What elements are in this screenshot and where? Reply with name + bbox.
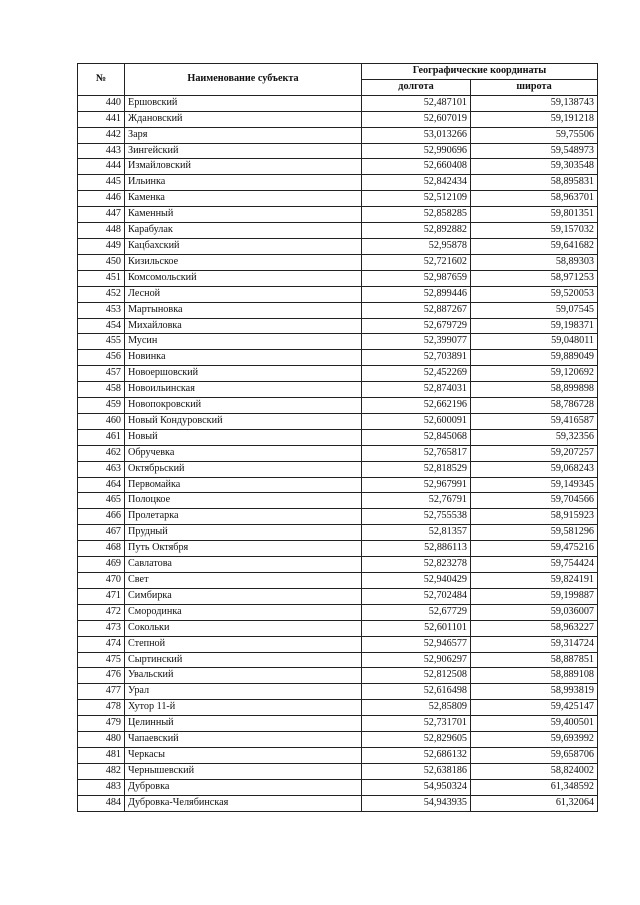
row-number: 477 [78, 684, 125, 700]
header-longitude: долгота [362, 79, 471, 95]
row-number: 476 [78, 668, 125, 684]
row-name: Заря [125, 127, 362, 143]
row-latitude: 61,32064 [471, 795, 598, 811]
row-longitude: 52,679729 [362, 318, 471, 334]
table-row [78, 573, 598, 589]
row-name: Новоершовский [125, 366, 362, 382]
table-row [78, 588, 598, 604]
row-number: 474 [78, 636, 125, 652]
row-longitude: 52,487101 [362, 95, 471, 111]
row-number: 483 [78, 779, 125, 795]
row-latitude: 59,824191 [471, 573, 598, 589]
row-number: 471 [78, 588, 125, 604]
row-number: 461 [78, 429, 125, 445]
row-latitude: 59,191218 [471, 111, 598, 127]
row-latitude: 59,704566 [471, 493, 598, 509]
row-latitude: 59,581296 [471, 525, 598, 541]
row-name: Кизильское [125, 254, 362, 270]
row-name: Савлатова [125, 557, 362, 573]
table-row [78, 509, 598, 525]
row-number: 470 [78, 573, 125, 589]
row-number: 451 [78, 270, 125, 286]
row-name: Мусин [125, 334, 362, 350]
row-name: Ильинка [125, 175, 362, 191]
table-row [78, 350, 598, 366]
row-name: Кацбахский [125, 238, 362, 254]
row-name: Чернышевский [125, 763, 362, 779]
row-latitude: 58,899898 [471, 382, 598, 398]
row-longitude: 52,967991 [362, 477, 471, 493]
row-latitude: 58,89303 [471, 254, 598, 270]
row-number: 463 [78, 461, 125, 477]
row-number: 456 [78, 350, 125, 366]
row-latitude: 58,915923 [471, 509, 598, 525]
row-latitude: 59,120692 [471, 366, 598, 382]
row-longitude: 52,946577 [362, 636, 471, 652]
table-row [78, 636, 598, 652]
table-row [78, 604, 598, 620]
row-name: Полоцкое [125, 493, 362, 509]
row-longitude: 52,987659 [362, 270, 471, 286]
row-longitude: 52,906297 [362, 652, 471, 668]
table-row [78, 270, 598, 286]
row-number: 450 [78, 254, 125, 270]
table-row [78, 191, 598, 207]
row-longitude: 52,721602 [362, 254, 471, 270]
row-longitude: 52,660408 [362, 159, 471, 175]
header-coordinates: Географические координаты [362, 64, 598, 80]
row-latitude: 59,641682 [471, 238, 598, 254]
row-name: Комсомольский [125, 270, 362, 286]
header-number: № [78, 64, 125, 96]
row-name: Ершовский [125, 95, 362, 111]
row-number: 454 [78, 318, 125, 334]
row-number: 449 [78, 238, 125, 254]
row-latitude: 58,824002 [471, 763, 598, 779]
row-latitude: 59,048011 [471, 334, 598, 350]
row-latitude: 59,416587 [471, 413, 598, 429]
table-row [78, 238, 598, 254]
row-latitude: 58,889108 [471, 668, 598, 684]
row-latitude: 59,548973 [471, 143, 598, 159]
row-longitude: 52,892882 [362, 223, 471, 239]
row-longitude: 52,512109 [362, 191, 471, 207]
row-number: 457 [78, 366, 125, 382]
row-name: Дубровка-Челябинская [125, 795, 362, 811]
row-number: 445 [78, 175, 125, 191]
row-name: Степной [125, 636, 362, 652]
table-row [78, 525, 598, 541]
row-longitude: 52,845068 [362, 429, 471, 445]
row-longitude: 52,67729 [362, 604, 471, 620]
row-name: Новый Кондуровский [125, 413, 362, 429]
table-row [78, 334, 598, 350]
row-latitude: 59,07545 [471, 302, 598, 318]
row-number: 473 [78, 620, 125, 636]
row-longitude: 52,662196 [362, 398, 471, 414]
table-row [78, 286, 598, 302]
row-latitude: 59,75506 [471, 127, 598, 143]
table-row [78, 207, 598, 223]
row-name: Черкасы [125, 747, 362, 763]
row-latitude: 58,895831 [471, 175, 598, 191]
row-number: 478 [78, 700, 125, 716]
row-latitude: 59,658706 [471, 747, 598, 763]
table-row [78, 318, 598, 334]
row-name: Зингейский [125, 143, 362, 159]
row-name: Пролетарка [125, 509, 362, 525]
row-latitude: 59,157032 [471, 223, 598, 239]
row-latitude: 59,138743 [471, 95, 598, 111]
row-number: 446 [78, 191, 125, 207]
table-row [78, 668, 598, 684]
row-latitude: 59,149345 [471, 477, 598, 493]
table-row [78, 493, 598, 509]
header-name: Наименование субъекта [125, 64, 362, 96]
row-longitude: 52,812508 [362, 668, 471, 684]
table-row [78, 477, 598, 493]
row-name: Каменный [125, 207, 362, 223]
table-row [78, 302, 598, 318]
table-row [78, 366, 598, 382]
row-latitude: 59,754424 [471, 557, 598, 573]
row-number: 481 [78, 747, 125, 763]
row-longitude: 52,874031 [362, 382, 471, 398]
row-name: Ждановский [125, 111, 362, 127]
table-row [78, 684, 598, 700]
table-row [78, 175, 598, 191]
row-longitude: 52,81357 [362, 525, 471, 541]
row-latitude: 59,068243 [471, 461, 598, 477]
coordinates-table [77, 63, 598, 812]
row-latitude: 58,786728 [471, 398, 598, 414]
row-longitude: 52,686132 [362, 747, 471, 763]
row-latitude: 59,520053 [471, 286, 598, 302]
row-longitude: 54,950324 [362, 779, 471, 795]
row-latitude: 59,036007 [471, 604, 598, 620]
table-row [78, 732, 598, 748]
table-row [78, 159, 598, 175]
row-longitude: 52,95878 [362, 238, 471, 254]
row-number: 459 [78, 398, 125, 414]
table-row [78, 223, 598, 239]
row-number: 458 [78, 382, 125, 398]
row-name: Обручевка [125, 445, 362, 461]
table-row [78, 382, 598, 398]
row-name: Свет [125, 573, 362, 589]
row-longitude: 52,616498 [362, 684, 471, 700]
row-longitude: 52,887267 [362, 302, 471, 318]
row-longitude: 52,829605 [362, 732, 471, 748]
row-latitude: 59,314724 [471, 636, 598, 652]
row-longitude: 52,399077 [362, 334, 471, 350]
row-name: Каменка [125, 191, 362, 207]
table-row [78, 620, 598, 636]
row-latitude: 59,693992 [471, 732, 598, 748]
row-longitude: 52,886113 [362, 541, 471, 557]
row-number: 447 [78, 207, 125, 223]
row-latitude: 59,400501 [471, 716, 598, 732]
row-name: Увальский [125, 668, 362, 684]
row-number: 453 [78, 302, 125, 318]
table-row [78, 700, 598, 716]
row-number: 442 [78, 127, 125, 143]
table-row [78, 461, 598, 477]
table-row [78, 445, 598, 461]
row-number: 480 [78, 732, 125, 748]
row-number: 464 [78, 477, 125, 493]
row-name: Первомайка [125, 477, 362, 493]
row-number: 484 [78, 795, 125, 811]
row-longitude: 52,842434 [362, 175, 471, 191]
table-row [78, 557, 598, 573]
table-row [78, 111, 598, 127]
row-longitude: 52,85809 [362, 700, 471, 716]
row-number: 472 [78, 604, 125, 620]
table-row [78, 779, 598, 795]
row-name: Новый [125, 429, 362, 445]
table-row [78, 127, 598, 143]
row-name: Новинка [125, 350, 362, 366]
row-longitude: 52,600091 [362, 413, 471, 429]
row-longitude: 52,765817 [362, 445, 471, 461]
row-name: Октябрьский [125, 461, 362, 477]
row-latitude: 59,801351 [471, 207, 598, 223]
row-number: 455 [78, 334, 125, 350]
row-name: Чапаевский [125, 732, 362, 748]
row-number: 482 [78, 763, 125, 779]
table-row [78, 795, 598, 811]
row-longitude: 52,818529 [362, 461, 471, 477]
table-row [78, 429, 598, 445]
row-name: Сыртинский [125, 652, 362, 668]
row-name: Новопокровский [125, 398, 362, 414]
table-row [78, 413, 598, 429]
row-name: Смородинка [125, 604, 362, 620]
row-number: 467 [78, 525, 125, 541]
row-longitude: 52,940429 [362, 573, 471, 589]
row-latitude: 59,889049 [471, 350, 598, 366]
row-longitude: 52,452269 [362, 366, 471, 382]
row-latitude: 58,963701 [471, 191, 598, 207]
row-number: 441 [78, 111, 125, 127]
header-row-top [78, 64, 598, 80]
table-row [78, 398, 598, 414]
table-row [78, 95, 598, 111]
row-name: Новоильинская [125, 382, 362, 398]
row-number: 448 [78, 223, 125, 239]
row-number: 462 [78, 445, 125, 461]
row-number: 469 [78, 557, 125, 573]
row-longitude: 54,943935 [362, 795, 471, 811]
table-row [78, 763, 598, 779]
row-name: Сокольки [125, 620, 362, 636]
row-longitude: 52,638186 [362, 763, 471, 779]
row-name: Путь Октября [125, 541, 362, 557]
row-name: Измайловский [125, 159, 362, 175]
row-number: 460 [78, 413, 125, 429]
table-row [78, 143, 598, 159]
row-number: 444 [78, 159, 125, 175]
row-name: Целинный [125, 716, 362, 732]
table-row [78, 747, 598, 763]
row-longitude: 52,755538 [362, 509, 471, 525]
row-number: 443 [78, 143, 125, 159]
row-name: Карабулак [125, 223, 362, 239]
row-name: Урал [125, 684, 362, 700]
row-latitude: 59,425147 [471, 700, 598, 716]
row-number: 452 [78, 286, 125, 302]
row-number: 466 [78, 509, 125, 525]
row-latitude: 58,887851 [471, 652, 598, 668]
row-number: 465 [78, 493, 125, 509]
row-number: 475 [78, 652, 125, 668]
table-row [78, 254, 598, 270]
row-name: Симбирка [125, 588, 362, 604]
row-name: Прудный [125, 525, 362, 541]
row-latitude: 61,348592 [471, 779, 598, 795]
row-latitude: 59,199887 [471, 588, 598, 604]
table-row [78, 652, 598, 668]
row-name: Лесной [125, 286, 362, 302]
row-latitude: 58,971253 [471, 270, 598, 286]
row-latitude: 59,32356 [471, 429, 598, 445]
row-longitude: 53,013266 [362, 127, 471, 143]
row-longitude: 52,990696 [362, 143, 471, 159]
row-latitude: 59,207257 [471, 445, 598, 461]
row-name: Михайловка [125, 318, 362, 334]
row-longitude: 52,823278 [362, 557, 471, 573]
row-longitude: 52,731701 [362, 716, 471, 732]
row-latitude: 59,475216 [471, 541, 598, 557]
row-longitude: 52,76791 [362, 493, 471, 509]
table-row [78, 541, 598, 557]
row-latitude: 59,303548 [471, 159, 598, 175]
row-latitude: 59,198371 [471, 318, 598, 334]
row-longitude: 52,702484 [362, 588, 471, 604]
row-number: 479 [78, 716, 125, 732]
row-latitude: 58,963227 [471, 620, 598, 636]
row-longitude: 52,703891 [362, 350, 471, 366]
table-row [78, 716, 598, 732]
row-number: 440 [78, 95, 125, 111]
row-name: Дубровка [125, 779, 362, 795]
row-number: 468 [78, 541, 125, 557]
table-body [78, 95, 598, 811]
row-name: Мартыновка [125, 302, 362, 318]
row-longitude: 52,858285 [362, 207, 471, 223]
header-latitude: широта [471, 79, 598, 95]
row-longitude: 52,899446 [362, 286, 471, 302]
row-name: Хутор 11-й [125, 700, 362, 716]
row-longitude: 52,601101 [362, 620, 471, 636]
row-longitude: 52,607019 [362, 111, 471, 127]
row-latitude: 58,993819 [471, 684, 598, 700]
